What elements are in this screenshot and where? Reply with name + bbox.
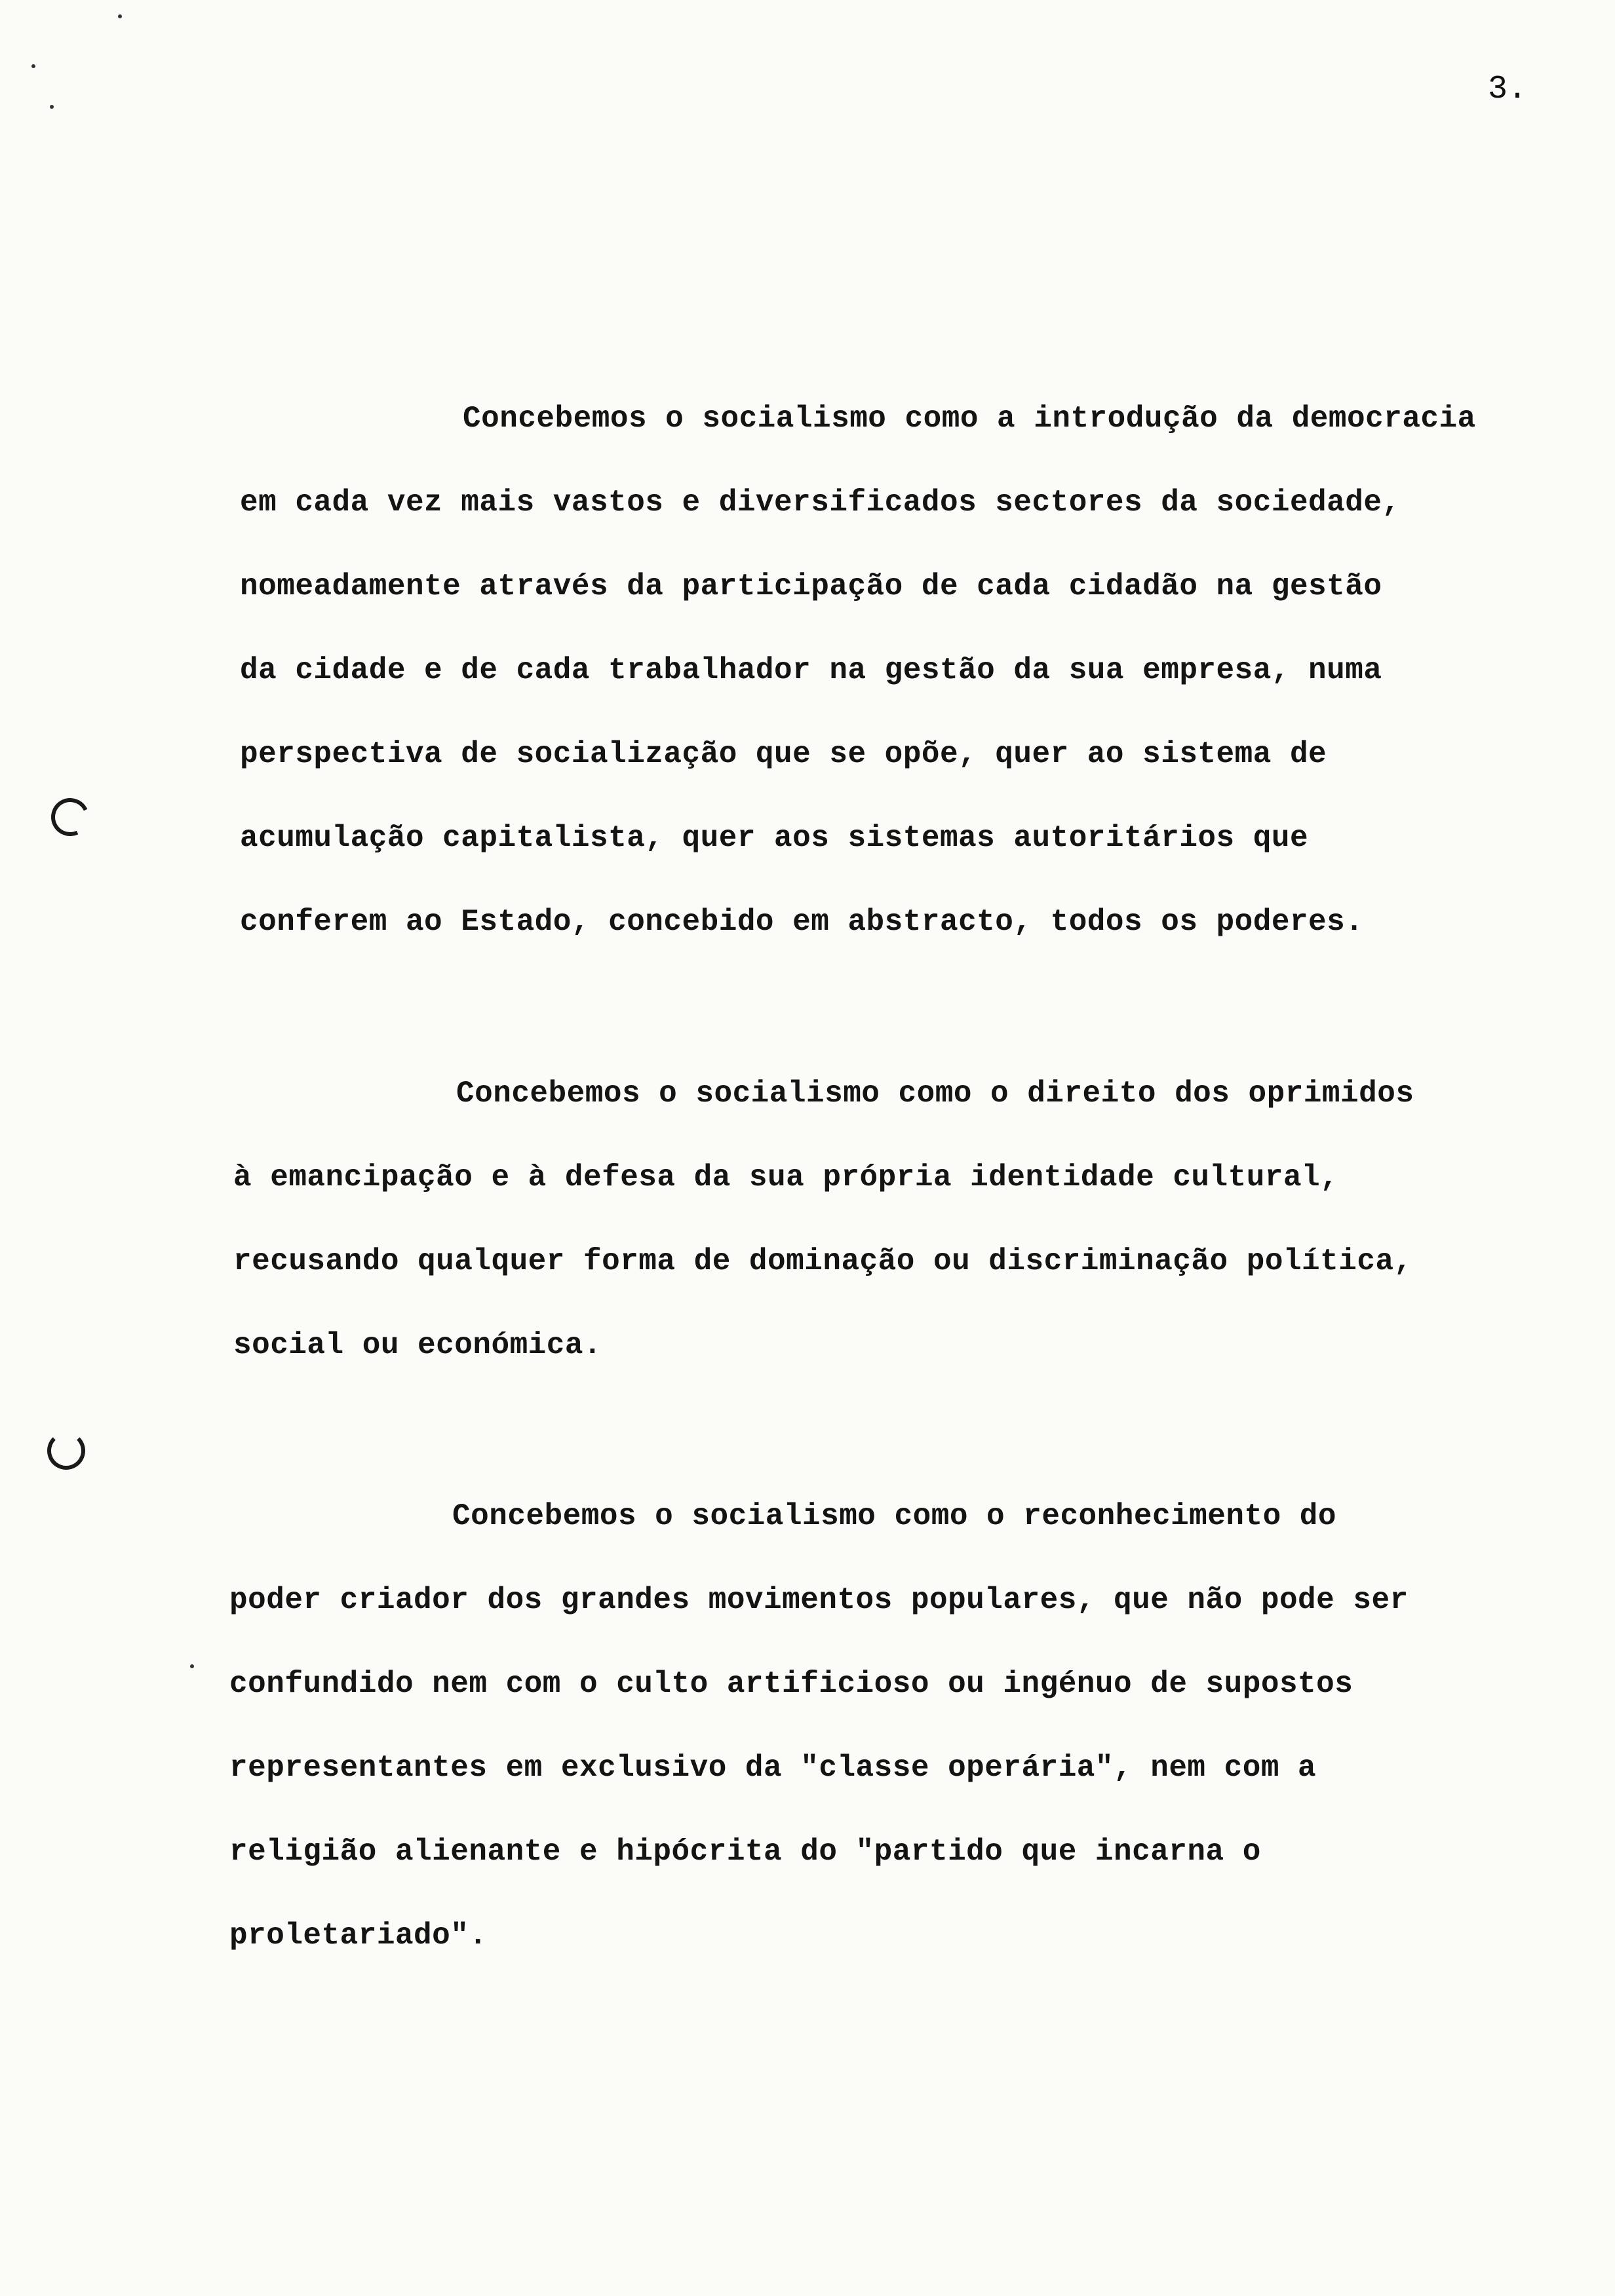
paragraph-1 — [240, 377, 1603, 964]
paragraph-line: conferem ao Estado, concebido em abstracto, todos os poderes. — [240, 905, 1364, 939]
punch-hole-icon — [46, 793, 94, 841]
paragraph-line: recusando qualquer forma de dominação ou discriminação política, — [233, 1244, 1412, 1278]
scan-speck — [50, 105, 54, 109]
paragraph-line: perspectiva de socialização que se opõe, quer ao sistema de — [240, 737, 1327, 771]
scan-speck — [31, 64, 35, 68]
paragraph-line: Concebemos o socialismo como o direito dos oprimidos — [456, 1077, 1414, 1111]
scan-speck — [190, 1664, 194, 1668]
paragraph-line: proletariado". — [229, 1919, 488, 1953]
paragraph-line: social ou económica. — [233, 1328, 602, 1362]
paragraph-line: Concebemos o socialismo como a introdução da democracia — [463, 402, 1476, 436]
paragraph-line: confundido nem com o culto artificioso ou ingénuo de supostos — [229, 1667, 1353, 1701]
page-number: 3. — [1488, 71, 1528, 108]
punch-hole-icon — [47, 1432, 85, 1470]
paragraph-3 — [229, 1474, 1593, 1978]
paragraph-line: acumulação capitalista, quer aos sistemas autoritários que — [240, 821, 1309, 855]
paragraph-line: nomeadamente através da participação de cada cidadão na gestão — [240, 569, 1382, 603]
paragraph-2 — [233, 1052, 1597, 1387]
paragraph-line: poder criador dos grandes movimentos populares, que não pode ser — [229, 1583, 1409, 1617]
paragraph-line: Concebemos o socialismo como o reconhecimento do — [452, 1499, 1337, 1533]
paragraph-line: à emancipação e à defesa da sua própria identidade cultural, — [233, 1160, 1339, 1195]
paragraph-line: religião alienante e hipócrita do "partido que incarna o — [229, 1835, 1261, 1869]
paragraph-line: da cidade e de cada trabalhador na gestão da sua empresa, numa — [240, 653, 1382, 687]
paragraph-line: em cada vez mais vastos e diversificados sectores da sociedade, — [240, 486, 1401, 520]
scan-speck — [118, 14, 122, 18]
paragraph-line: representantes em exclusivo da "classe operária", nem com a — [229, 1751, 1317, 1785]
